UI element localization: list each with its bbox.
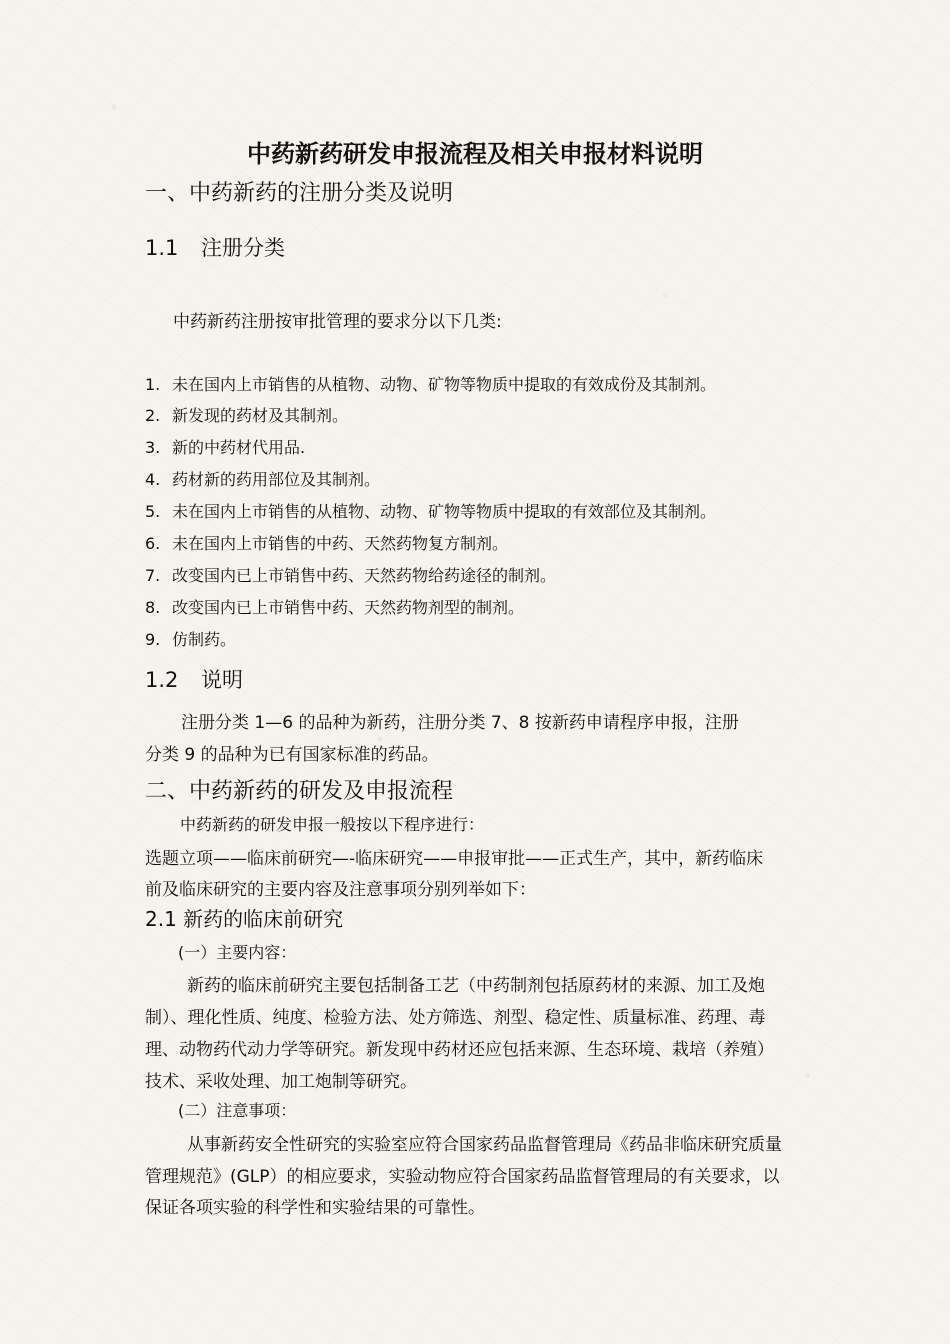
list-item-number: 2. [145,406,161,425]
list-item [145,531,508,554]
list-item [145,499,716,522]
section-1-heading: 一、中药新药的注册分类及说明 [145,181,454,206]
subsection-number: 1.1 [145,236,179,260]
list-item-number: 5. [145,502,161,521]
list-item-number: 8. [145,598,161,617]
list-item-number: 3. [145,438,161,457]
list-item [145,563,556,586]
list-item-number: 7. [145,566,161,585]
process-intro: 中药新药的研发申报一般按以下程序进行： [180,815,485,834]
subsection-number: 1.2 [145,668,179,692]
list-item [145,403,348,426]
list-item [145,435,305,458]
document-title: 中药新药研发申报流程及相关申报材料说明 [247,140,703,168]
list-item-text: 未在国内上市销售的从植物、动物、矿物等物质中提取的有效部位及其制剂。 [172,502,717,521]
list-item-text: 未在国内上市销售的从植物、动物、矿物等物质中提取的有效成份及其制剂。 [172,375,717,394]
list-item-text: 新发现的药材及其制剂。 [172,406,349,425]
list-item-number: 6. [145,534,161,553]
list-item-text: 药材新的药用部位及其制剂。 [172,470,381,489]
subsection-1-2-heading [145,664,243,694]
list-item-text: 仿制药。 [172,630,237,649]
subsection-title: 说明 [201,668,243,692]
explanation-line: 分类 9 的品种为已有国家标准的药品。 [145,745,439,765]
explanation-line: 注册分类 1—6 的品种为新药，注册分类 7、8 按新药申请程序申报，注册 [181,713,739,733]
list-item-text: 新的中药材代用品. [172,438,306,457]
notes-line: 保证各项实验的科学性和实验结果的可靠性。 [145,1198,485,1218]
content-line: 新药的临床前研究主要包括制备工艺（中药制剂包括原药材的来源、加工及炮 [187,976,765,996]
list-item-number: 1. [145,375,161,394]
notes-line: 从事新药安全性研究的实验室应符合国家药品监督管理局《药品非临床研究质量 [187,1135,782,1155]
notes-label: (二）注意事项： [178,1101,297,1120]
subsection-title: 注册分类 [201,236,285,260]
list-item-text: 改变国内已上市销售中药、天然药物给药途径的制剂。 [172,566,557,585]
content-line: 理、动物药代动力学等研究。新发现中药材还应包括来源、生态环境、栽培（养殖） [145,1040,774,1060]
content-line: 制）、理化性质、纯度、检验方法、处方筛选、剂型、稳定性、质量标准、药理、毒 [145,1008,766,1028]
list-item-text: 未在国内上市销售的中药、天然药物复方制剂。 [172,534,509,553]
list-item [145,467,380,490]
list-item-number: 4. [145,470,161,489]
section-2-heading: 二、中药新药的研发及申报流程 [145,779,454,804]
main-content-label: (一）主要内容： [178,943,297,962]
subsection-1-1-heading [145,232,285,262]
notes-line: 管理规范》(GLP）的相应要求，实验动物应符合国家药品监督管理局的有关要求，以 [145,1167,780,1187]
subsection-2-1-heading: 2.1 新药的临床前研究 [145,907,344,931]
list-item [145,372,716,395]
list-item [145,627,236,650]
process-flow-line: 前及临床研究的主要内容及注意事项分别列举如下： [145,880,536,900]
list-item-text: 改变国内已上市销售中药、天然药物剂型的制剂。 [172,598,525,617]
list-item [145,595,524,618]
process-flow-line: 选题立项——临床前研究—-临床研究——申报审批——正式生产，其中，新药临床 [145,849,764,869]
content-line: 技术、采收处理、加工炮制等研究。 [145,1072,417,1092]
classification-intro: 中药新药注册按审批管理的要求分以下几类: [173,312,502,332]
list-item-number: 9. [145,630,161,649]
